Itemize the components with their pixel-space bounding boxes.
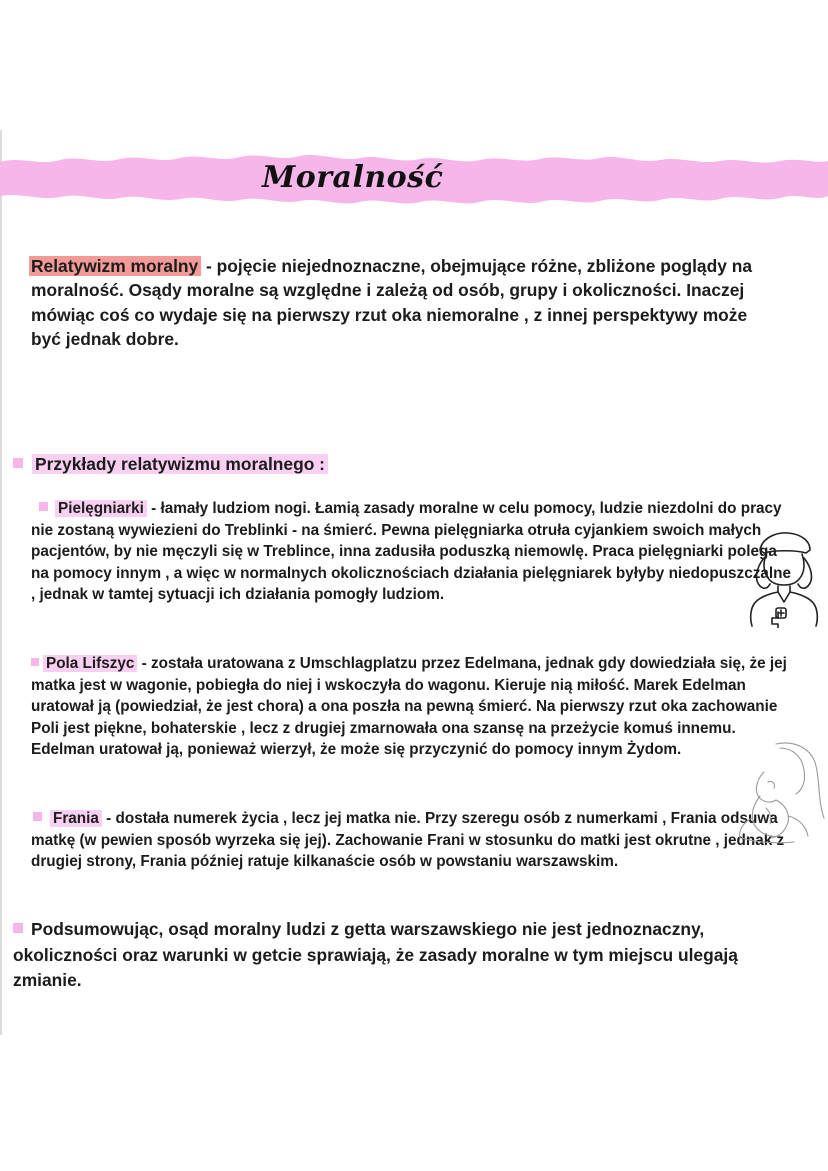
bullet-square-icon	[31, 658, 39, 666]
term-highlight: Relatywizm moralny	[29, 256, 201, 276]
section-heading-text: Przykłady relatywizmu moralnego :	[32, 454, 328, 474]
example-frania	[31, 808, 791, 873]
example-name: Pielęgniarki	[55, 500, 147, 517]
nurse-icon	[744, 528, 824, 628]
bullet-square-icon	[13, 923, 23, 933]
example-nurses	[31, 498, 791, 606]
definition-text: - pojęcie niejednoznaczne, obejmujące różne, zbliżone poglądy na moralność. Osądy moralne są względne i zależą od osób, grupy i okoliczności. Inaczej mówiąc coś co wydaje się na pierwszy rzut oka niemoralne , z innej perspektywy może być jednak dobre.	[31, 256, 753, 349]
bullet-square-icon	[13, 458, 23, 468]
example-text: - została uratowana z Umschlagplatzu przez Edelmana, jednak gdy dowiedziała się, że jej matka jest w wagonie, pobiegła do niej i wskoczyła do wagonu. Kieruje nią miłość. Marek Edelman uratował ją (powiedział, że jest chora) a ona poszła na pewną śmierć. Na pierwszy rzut oka zachowanie Poli jest piękne, bohaterskie , lecz z drugiej zmarnowała ona szansę na przeżycie komuś innemu. Edelman uratował ją, ponieważ wierzył, że może się przyczynić do pomocy innym Żydom.	[31, 655, 787, 759]
example-name: Frania	[50, 810, 102, 827]
definition-paragraph	[31, 254, 761, 351]
page-left-rule	[0, 130, 2, 1035]
mother-child-icon	[724, 738, 828, 848]
section-heading	[13, 454, 328, 475]
example-pola-lifszyc	[31, 653, 791, 761]
bullet-square-icon	[39, 502, 48, 511]
summary-text: Podsumowując, osąd moralny ludzi z getta warszawskiego nie jest jednoznaczny, okoliczności oraz warunki w getcie sprawiają, że zasady moralne w tym miejscu ulegają zmianie.	[13, 919, 738, 990]
example-name: Pola Lifszyc	[43, 655, 137, 672]
bullet-square-icon	[33, 812, 42, 821]
example-text: - dostała numerek życia , lecz jej matka nie. Przy szeregu osób z numerkami , Frania odsuwa matkę (w pewien sposób wyrzeka się jej). Zachowanie Frani w stosunku do matki jest okrutne , jednak z drugiej strony, Frania później ratuje kilkanaście osób w powstaniu warszawskim.	[31, 810, 785, 871]
page-title: Moralność	[262, 160, 444, 195]
example-text: - łamały ludziom nogi. Łamią zasady moralne w celu pomocy, ludzie niezdolni do pracy nie zostaną wywiezieni do Treblinki - na śmierć. Pewna pielęgniarka otruła cyjankiem swoich małych pacjentów, by nie męczyli się w Treblince, inna zadusiła poduszką niemowlę. Praca pielęgniarki polega na pomocy innym , a więc w normalnych okolicznościach działania pielęgniarek byłyby niedopuszczalne , jednak w tamtej sytuacji ich działania pomogły ludziom.	[31, 500, 791, 604]
summary-paragraph	[13, 917, 783, 994]
